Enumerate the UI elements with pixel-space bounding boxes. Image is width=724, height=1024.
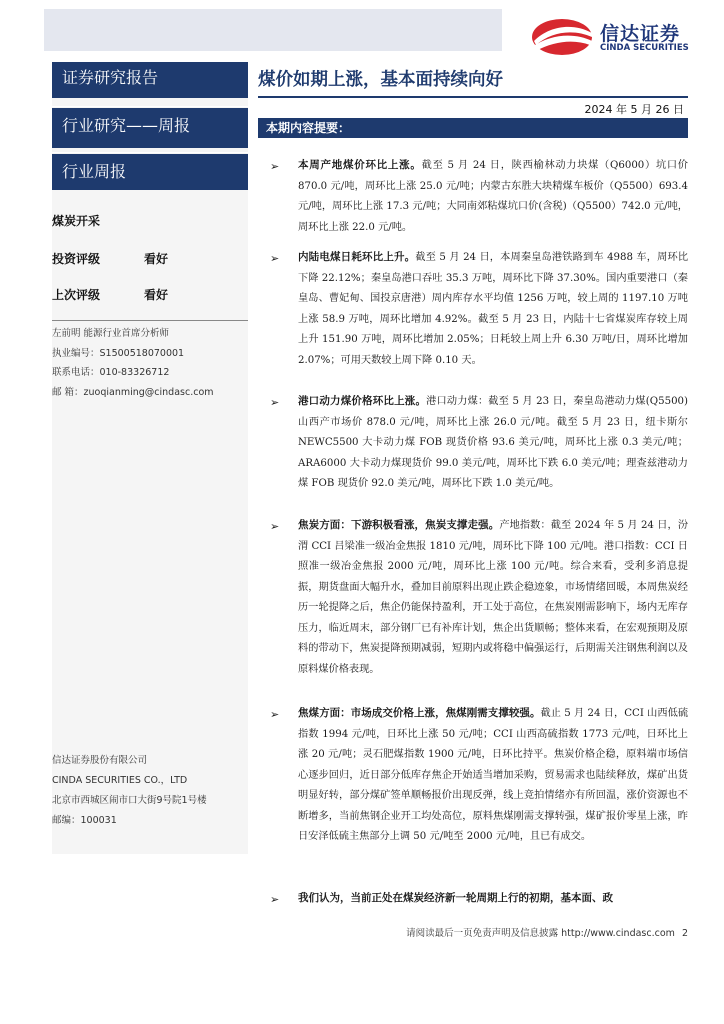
bullet-item bbox=[298, 247, 688, 371]
bullet-lead: 我们认为，当前正处在煤炭经济新一轮周期上行的初期，基本面、政 bbox=[298, 892, 613, 904]
bullet-lead: 内陆电煤日耗环比上升。 bbox=[298, 251, 416, 263]
logo-text-cn: 信达证券 bbox=[600, 23, 681, 45]
header-band bbox=[44, 9, 502, 51]
prev-rating-value: 看好 bbox=[144, 288, 169, 302]
arrow-bullet-icon: ➢ bbox=[270, 708, 280, 721]
analyst-divider bbox=[52, 320, 248, 321]
bullet-lead: 本周产地煤价环比上涨。 bbox=[298, 159, 422, 171]
company-name-cn: 信达证券股份有限公司 bbox=[52, 755, 148, 766]
sub-category-label: 行业周报 bbox=[52, 154, 248, 190]
title-rule bbox=[258, 96, 688, 98]
bullet-lead: 港口动力煤价格环比上涨。 bbox=[298, 395, 427, 407]
sidebar bbox=[52, 62, 248, 854]
bullet-lead: 焦炭方面：下游积极看涨，焦炭支撑走强。 bbox=[298, 519, 500, 531]
sidebar-divider bbox=[52, 106, 248, 107]
cinda-logo bbox=[530, 15, 710, 59]
sidebar-divider bbox=[52, 152, 248, 153]
analyst-email[interactable]: 邮 箱：zuoqianming@cindasc.com bbox=[52, 387, 214, 398]
summary-header: 本期内容提要： bbox=[258, 118, 688, 138]
swoosh-logo-icon bbox=[530, 15, 594, 59]
analyst-phone: 联系电话：010-83326712 bbox=[52, 367, 170, 378]
logo-text-en: CINDA SECURITIES bbox=[600, 43, 689, 53]
footer-disclaimer[interactable]: 请阅读最后一页免责声明及信息披露 http://www.cindasc.com bbox=[406, 928, 675, 939]
arrow-bullet-icon: ➢ bbox=[270, 160, 280, 173]
bullet-text: 截至 5 月 24 日，本周秦皇岛港铁路到车 4988 车，周环比下降 22.12%；秦皇岛港口吞吐 35.3 万吨，周环比下降 37.30%。国内重要港口（秦皇岛、曹妃甸、国投京唐港）周内库存水平均值 1256 万吨，较上周的 1197.10 万吨上涨 58.9 万吨，周环比增加 4.92%。截至 5 月 23 日，内陆十七省煤炭库存较上周上升 151.90 万吨，周环比增加 2.05%；日耗较上周上升 6.30 万吨/日，周环比增加 2.07%；可用天数较上周下降 0.10 天。 bbox=[298, 252, 689, 366]
company-postcode: 邮编：100031 bbox=[52, 815, 117, 826]
arrow-bullet-icon: ➢ bbox=[270, 893, 280, 906]
company-name-en: CINDA SECURITIES CO.，LTD bbox=[52, 775, 188, 786]
bullet-text: 港口动力煤：截至 5 月 23 日，秦皇岛港动力煤(Q5500)山西产市场价 878.0 元/吨，周环比上涨 26.0 元/吨。截至 5 月 23 日，纽卡斯尔 NEWC5500 大卡动力煤 FOB 现货价格 93.6 美元/吨，周环比上涨 0.3 美元/吨；ARA6000 大卡动力煤现货价 99.0 美元/吨，周环比下跌 6.0 美元/吨；理查兹港动力煤 FOB 现货价 92.0 美元/吨，周环比下跌 1.0 美元/吨。 bbox=[298, 396, 689, 489]
prev-rating-label: 上次评级 bbox=[52, 288, 101, 302]
page-number: 2 bbox=[681, 928, 688, 939]
bullet-text: 产地指数：截至 2024 年 5 月 24 日，汾渭 CCI 吕梁准一级冶金焦报 1810 元/吨，周环比下降 100 元/吨。港口指数：CCI 日照准一级冶金焦报 2000 元/吨，周环比上涨 100 元/吨。综合来看，受利多消息提振，期货盘面大幅升水，叠加目前原料出现止跌企稳迹象，市场情绪回暖，本周焦炭经历一轮提降之后，焦企仍能保持盈利，开工处于高位，在焦炭刚需影响下，场内无库存压力，临近周末，部分钢厂已有补库计划，焦企出货顺畅；整体来看，在宏观预期及原料的带动下，焦炭提降预期减弱，短期内或将稳中偏强运行，后期需关注钢焦利润以及原料煤价格表现。 bbox=[298, 520, 689, 675]
bullet-item bbox=[298, 515, 688, 680]
rating-label: 投资评级 bbox=[52, 252, 101, 266]
analyst-license: 执业编号：S1500518070001 bbox=[52, 348, 185, 359]
company-address: 北京市西城区闹市口大街9号院1号楼 bbox=[52, 795, 207, 806]
rating-value: 看好 bbox=[144, 252, 169, 266]
arrow-bullet-icon: ➢ bbox=[270, 520, 280, 533]
sector-label: 煤炭开采 bbox=[52, 214, 101, 228]
arrow-bullet-icon: ➢ bbox=[270, 252, 280, 265]
bullet-text: 截至 5 月 24 日，陕西榆林动力块煤（Q6000）坑口价 870.0 元/吨，周环比上涨 25.0 元/吨；内蒙古东胜大块精煤车板价（Q5500）693.4 元/吨，周环比上涨 17.3 元/吨；大同南郊粘煤坑口价(含税)（Q5500）742.0 元/吨，周环比上涨 22.0 元/吨。 bbox=[298, 160, 688, 233]
bullet-item bbox=[298, 155, 688, 238]
bullet-text: 截止 5 月 24 日，CCI 山西低硫指数 1994 元/吨，日环比上涨 50 元/吨；CCI 山西高硫指数 1773 元/吨，日环比上涨 20 元/吨；灵石肥煤指数 1900 元/吨，日环比持平。焦炭价格企稳，原料端市场信心逐步回归，近日部分低库存焦企开始适当增加采购，贸易需求也陆续释放，煤矿出货明显好转，部分煤矿签单顺畅报价出现反弹，线上竞拍情绪亦有所回温，涨价资源也不断增多，当前焦钢企业开工均处高位，原料焦煤刚需支撑转强，煤矿报价零星上涨，昨日安泽低硫主焦部分上调 50 元/吨至 2000 元/吨，且已有成交。 bbox=[298, 708, 689, 842]
category-label: 行业研究——周报 bbox=[52, 108, 248, 148]
analyst-name: 左前明 能源行业首席分析师 bbox=[52, 328, 170, 339]
report-date: 2024 年 5 月 26 日 bbox=[584, 103, 684, 116]
bullet-item bbox=[298, 391, 688, 495]
report-type-label: 证券研究报告 bbox=[52, 62, 248, 98]
bullet-item bbox=[298, 888, 688, 910]
bullet-lead: 焦煤方面：市场成交价格上涨，焦煤刚需支撑较强。 bbox=[298, 707, 541, 719]
page-title: 煤价如期上涨，基本面持续向好 bbox=[258, 70, 503, 90]
page-footer bbox=[406, 925, 688, 939]
bullet-item bbox=[298, 703, 688, 848]
arrow-bullet-icon: ➢ bbox=[270, 396, 280, 409]
